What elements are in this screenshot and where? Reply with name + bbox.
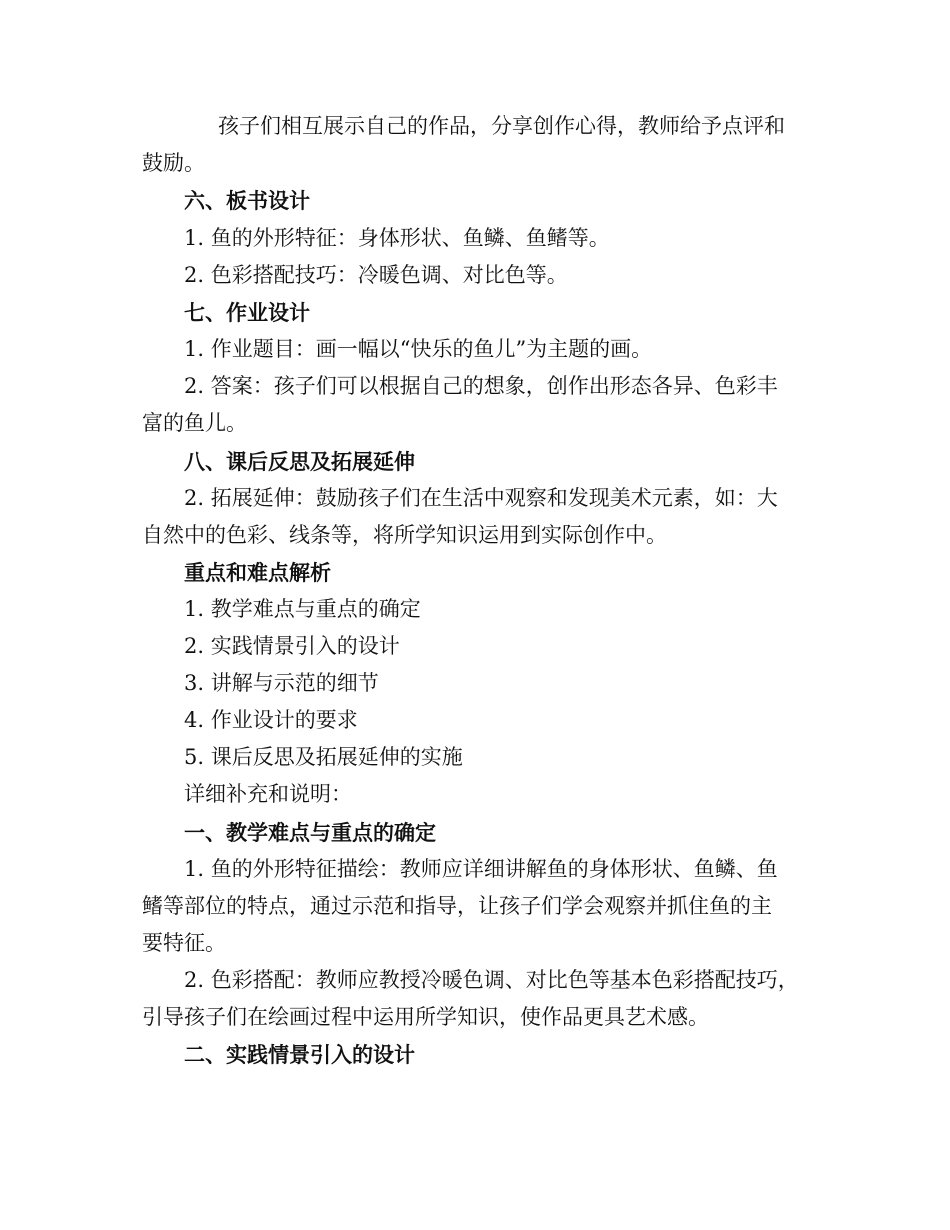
paragraph-line: 鼓励。 bbox=[142, 151, 205, 175]
paragraph-line: 引导孩子们在绘画过程中运用所学知识，使作品更具艺术感。 bbox=[142, 1005, 709, 1029]
list-item: 1. 教学难点与重点的确定 bbox=[184, 597, 421, 621]
paragraph-line: 详细补充和说明： bbox=[184, 782, 352, 806]
list-item: 5. 课后反思及拓展延伸的实施 bbox=[184, 745, 463, 769]
paragraph-line: 富的鱼儿。 bbox=[142, 411, 247, 435]
list-item: 3. 讲解与示范的细节 bbox=[184, 671, 379, 695]
paragraph-line: 孩子们相互展示自己的作品，分享创作心得，教师给予点评和 bbox=[218, 114, 785, 138]
list-item: 2. 色彩搭配技巧：冷暖色调、对比色等。 bbox=[184, 263, 568, 287]
section-heading: 二、实践情景引入的设计 bbox=[184, 1042, 415, 1067]
paragraph-line: 要特征。 bbox=[142, 931, 226, 955]
list-item: 2. 拓展延伸：鼓励孩子们在生活中观察和发现美术元素，如：大 bbox=[184, 486, 778, 510]
section-heading: 八、课后反思及拓展延伸 bbox=[184, 449, 415, 474]
list-item: 2. 答案：孩子们可以根据自己的想象，创作出形态各异、色彩丰 bbox=[184, 374, 778, 398]
list-item: 4. 作业设计的要求 bbox=[184, 708, 358, 732]
section-heading: 七、作业设计 bbox=[184, 300, 310, 325]
list-item: 2. 实践情景引入的设计 bbox=[184, 634, 400, 658]
section-heading: 一、教学难点与重点的确定 bbox=[184, 820, 436, 845]
paragraph-line: 鳍等部位的特点，通过示范和指导，让孩子们学会观察并抓住鱼的主 bbox=[142, 894, 772, 918]
section-heading: 六、板书设计 bbox=[184, 188, 310, 213]
paragraph-line: 自然中的色彩、线条等，将所学知识运用到实际创作中。 bbox=[142, 523, 667, 547]
list-item: 1. 鱼的外形特征：身体形状、鱼鳞、鱼鳍等。 bbox=[184, 226, 610, 250]
list-item: 1. 作业题目：画一幅以“快乐的鱼儿”为主题的画。 bbox=[184, 337, 653, 361]
list-item: 2. 色彩搭配：教师应教授冷暖色调、对比色等基本色彩搭配技巧， bbox=[184, 968, 799, 992]
section-heading: 重点和难点解析 bbox=[184, 560, 331, 585]
list-item: 1. 鱼的外形特征描绘：教师应详细讲解鱼的身体形状、鱼鳞、鱼 bbox=[184, 857, 778, 881]
